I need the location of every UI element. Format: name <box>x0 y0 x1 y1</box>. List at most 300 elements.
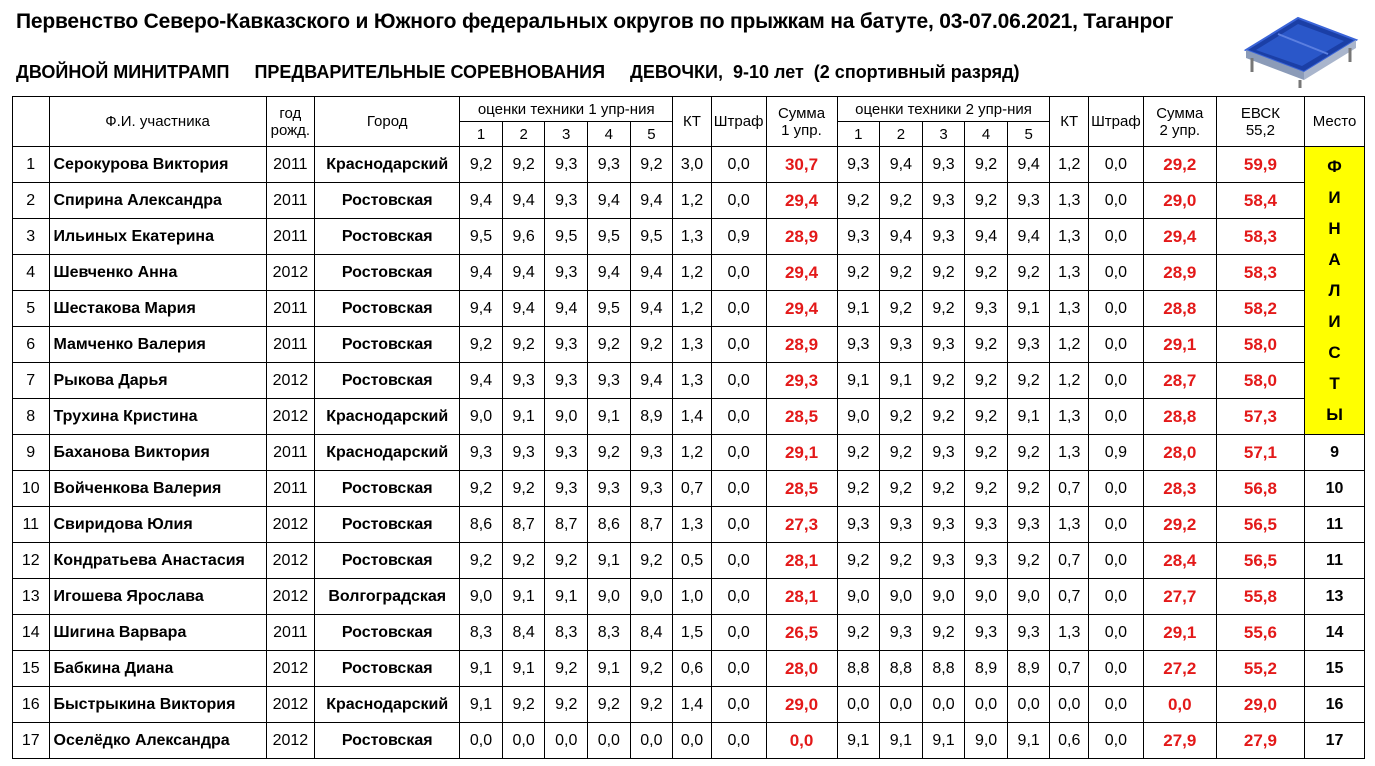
kt2-score: 0,0 <box>1050 687 1089 723</box>
tech2-score: 9,3 <box>880 327 923 363</box>
penalty1: 0,0 <box>711 543 766 579</box>
sum2: 29,2 <box>1143 507 1216 543</box>
tech2-score: 9,2 <box>1007 255 1050 291</box>
finalists-letter: Н <box>1328 219 1341 238</box>
birth-year: 2012 <box>266 507 315 543</box>
tech1-score: 9,2 <box>460 327 503 363</box>
finalists-letter: С <box>1328 343 1341 362</box>
city: Ростовская <box>315 219 460 255</box>
tech1-score: 9,4 <box>630 291 673 327</box>
tech2-score: 9,3 <box>837 147 880 183</box>
tech1-score: 9,4 <box>630 363 673 399</box>
penalty2: 0,0 <box>1089 471 1144 507</box>
city: Ростовская <box>315 291 460 327</box>
penalty2: 0,0 <box>1089 219 1144 255</box>
city: Краснодарский <box>315 687 460 723</box>
tech2-score: 9,2 <box>837 471 880 507</box>
tech1-score: 9,0 <box>545 399 588 435</box>
tech1-score: 8,6 <box>588 507 631 543</box>
kt1-score: 0,0 <box>673 723 712 759</box>
sum2: 29,4 <box>1143 219 1216 255</box>
birth-year: 2012 <box>266 579 315 615</box>
penalty1: 0,0 <box>711 651 766 687</box>
tech1-score: 9,4 <box>502 183 545 219</box>
tech1-score: 9,5 <box>630 219 673 255</box>
penalty1: 0,0 <box>711 255 766 291</box>
sum2: 27,7 <box>1143 579 1216 615</box>
place: 10 <box>1305 471 1365 507</box>
page-title: Первенство Северо-Кавказского и Южного федеральных округов по прыжкам на батуте, 03-07.06.2021, Таганрог <box>16 10 1174 33</box>
tech2-score: 9,2 <box>880 435 923 471</box>
tech1-score: 9,2 <box>502 471 545 507</box>
total-score: 58,3 <box>1216 219 1304 255</box>
penalty2: 0,0 <box>1089 327 1144 363</box>
place: 9 <box>1305 435 1365 471</box>
total-score: 58,2 <box>1216 291 1304 327</box>
tech2-score: 9,2 <box>922 255 965 291</box>
city: Волгоградская <box>315 579 460 615</box>
penalty2: 0,9 <box>1089 435 1144 471</box>
kt2-score: 1,3 <box>1050 615 1089 651</box>
birth-year: 2012 <box>266 651 315 687</box>
table-row <box>13 687 1365 723</box>
athlete-name: Рыкова Дарья <box>49 363 266 399</box>
birth-year: 2012 <box>266 255 315 291</box>
judge-header: 4 <box>588 122 631 147</box>
tech1-score: 9,3 <box>545 147 588 183</box>
sum1: 29,4 <box>766 291 837 327</box>
finalists-letter: А <box>1328 250 1341 269</box>
tech1-score: 9,1 <box>588 651 631 687</box>
tech2-score: 9,1 <box>1007 291 1050 327</box>
tech1-score: 9,2 <box>630 651 673 687</box>
tech1-score: 9,2 <box>630 147 673 183</box>
tech2-score: 9,1 <box>880 723 923 759</box>
row-number: 17 <box>13 723 50 759</box>
kt1-score: 1,2 <box>673 255 712 291</box>
total-score: 57,1 <box>1216 435 1304 471</box>
sum1: 0,0 <box>766 723 837 759</box>
finalists-letter: Л <box>1328 281 1341 300</box>
total-score: 56,5 <box>1216 543 1304 579</box>
birth-year: 2011 <box>266 327 315 363</box>
tech2-score: 9,2 <box>1007 471 1050 507</box>
tech2-score: 9,2 <box>880 543 923 579</box>
tech2-score: 9,2 <box>837 435 880 471</box>
finalists-letter: Ы <box>1326 405 1343 424</box>
tech1-score: 9,3 <box>545 183 588 219</box>
kt1-score: 1,3 <box>673 363 712 399</box>
tech1-score: 9,4 <box>460 363 503 399</box>
row-number: 11 <box>13 507 50 543</box>
tech2-score: 0,0 <box>965 687 1008 723</box>
tech2-score: 9,2 <box>837 183 880 219</box>
table-row <box>13 399 1365 435</box>
tech2-score: 9,4 <box>1007 219 1050 255</box>
penalty1: 0,0 <box>711 687 766 723</box>
table-row <box>13 327 1365 363</box>
tech2-score: 9,4 <box>1007 147 1050 183</box>
tech2-score: 8,9 <box>965 651 1008 687</box>
tech1-score: 9,3 <box>588 471 631 507</box>
table-row <box>13 507 1365 543</box>
table-row <box>13 147 1365 183</box>
sum1: 28,9 <box>766 327 837 363</box>
sum1: 29,4 <box>766 255 837 291</box>
penalty2: 0,0 <box>1089 615 1144 651</box>
tech1-score: 0,0 <box>630 723 673 759</box>
sum2: 0,0 <box>1143 687 1216 723</box>
col-kt1: КТ <box>673 97 712 147</box>
table-row <box>13 255 1365 291</box>
tech1-score: 9,3 <box>545 255 588 291</box>
tech2-score: 9,0 <box>837 579 880 615</box>
tech1-score: 0,0 <box>545 723 588 759</box>
birth-year: 2011 <box>266 183 315 219</box>
athlete-name: Баханова Виктория <box>49 435 266 471</box>
tech1-score: 9,3 <box>630 435 673 471</box>
tech1-score: 8,7 <box>502 507 545 543</box>
tech1-score: 9,2 <box>545 543 588 579</box>
col-tech1: оценки техники 1 упр-ния <box>460 97 673 122</box>
place: 14 <box>1305 615 1365 651</box>
city: Ростовская <box>315 543 460 579</box>
tech2-score: 9,3 <box>922 183 965 219</box>
tech2-score: 9,2 <box>922 363 965 399</box>
kt1-score: 0,5 <box>673 543 712 579</box>
row-number: 14 <box>13 615 50 651</box>
tech1-score: 9,1 <box>460 687 503 723</box>
tech2-score: 9,3 <box>965 291 1008 327</box>
birth-year: 2012 <box>266 363 315 399</box>
penalty1: 0,0 <box>711 327 766 363</box>
results-table <box>12 96 1365 759</box>
kt2-score: 0,7 <box>1050 651 1089 687</box>
penalty1: 0,0 <box>711 147 766 183</box>
tech2-score: 9,4 <box>880 219 923 255</box>
athlete-name: Шевченко Анна <box>49 255 266 291</box>
judge-header: 4 <box>965 122 1008 147</box>
col-sum2: Сумма 2 упр. <box>1143 97 1216 147</box>
penalty1: 0,9 <box>711 219 766 255</box>
penalty1: 0,0 <box>711 399 766 435</box>
birth-year: 2012 <box>266 687 315 723</box>
row-number: 4 <box>13 255 50 291</box>
tech1-score: 9,3 <box>545 363 588 399</box>
col-name: Ф.И. участника <box>49 97 266 147</box>
athlete-name: Ильиных Екатерина <box>49 219 266 255</box>
tech1-score: 9,3 <box>545 471 588 507</box>
tech1-score: 9,2 <box>630 327 673 363</box>
penalty1: 0,0 <box>711 723 766 759</box>
tech1-score: 9,5 <box>460 219 503 255</box>
row-number: 16 <box>13 687 50 723</box>
row-number: 10 <box>13 471 50 507</box>
tech1-score: 9,4 <box>630 183 673 219</box>
tech1-score: 9,1 <box>502 579 545 615</box>
tech2-score: 9,1 <box>880 363 923 399</box>
tech2-score: 9,3 <box>965 615 1008 651</box>
finalists-letter: Т <box>1329 374 1340 393</box>
penalty2: 0,0 <box>1089 255 1144 291</box>
city: Ростовская <box>315 471 460 507</box>
tech1-score: 9,4 <box>460 183 503 219</box>
tech1-score: 8,4 <box>630 615 673 651</box>
tech2-score: 9,3 <box>1007 507 1050 543</box>
penalty2: 0,0 <box>1089 399 1144 435</box>
tech1-score: 8,6 <box>460 507 503 543</box>
penalty2: 0,0 <box>1089 363 1144 399</box>
tech2-score: 8,8 <box>880 651 923 687</box>
tech2-score: 0,0 <box>922 687 965 723</box>
athlete-name: Мамченко Валерия <box>49 327 266 363</box>
tech2-score: 9,4 <box>880 147 923 183</box>
tech1-score: 9,0 <box>460 579 503 615</box>
tech1-score: 0,0 <box>588 723 631 759</box>
table-row <box>13 363 1365 399</box>
tech1-score: 9,3 <box>630 471 673 507</box>
tech2-score: 0,0 <box>1007 687 1050 723</box>
penalty2: 0,0 <box>1089 147 1144 183</box>
kt1-score: 3,0 <box>673 147 712 183</box>
tech2-score: 9,0 <box>922 579 965 615</box>
tech2-score: 9,3 <box>922 219 965 255</box>
kt1-score: 0,6 <box>673 651 712 687</box>
tech2-score: 9,2 <box>837 543 880 579</box>
tech2-score: 9,3 <box>922 435 965 471</box>
athlete-name: Игошева Ярослава <box>49 579 266 615</box>
sum1: 28,1 <box>766 543 837 579</box>
tech1-score: 9,5 <box>545 219 588 255</box>
tech2-score: 8,8 <box>922 651 965 687</box>
tech2-score: 9,2 <box>922 471 965 507</box>
tech1-score: 9,2 <box>545 687 588 723</box>
sum2: 28,3 <box>1143 471 1216 507</box>
place: 11 <box>1305 543 1365 579</box>
tech1-score: 9,2 <box>588 687 631 723</box>
tech1-score: 9,2 <box>502 687 545 723</box>
tech1-score: 9,3 <box>545 435 588 471</box>
tech2-score: 9,2 <box>922 399 965 435</box>
tech1-score: 9,5 <box>588 219 631 255</box>
kt1-score: 1,0 <box>673 579 712 615</box>
tech2-score: 9,2 <box>965 183 1008 219</box>
tech1-score: 8,9 <box>630 399 673 435</box>
col-penalty2: Штраф <box>1089 97 1144 147</box>
tech1-score: 9,2 <box>630 543 673 579</box>
penalty2: 0,0 <box>1089 543 1144 579</box>
tech1-score: 8,3 <box>588 615 631 651</box>
total-score: 58,4 <box>1216 183 1304 219</box>
city: Ростовская <box>315 723 460 759</box>
athlete-name: Быстрыкина Виктория <box>49 687 266 723</box>
kt1-score: 1,3 <box>673 507 712 543</box>
tech2-score: 9,0 <box>965 579 1008 615</box>
judge-header: 5 <box>630 122 673 147</box>
kt1-score: 1,4 <box>673 687 712 723</box>
tech2-score: 9,2 <box>965 471 1008 507</box>
tech1-score: 8,7 <box>630 507 673 543</box>
table-row <box>13 435 1365 471</box>
tech1-score: 9,6 <box>502 219 545 255</box>
athlete-name: Шестакова Мария <box>49 291 266 327</box>
total-score: 55,2 <box>1216 651 1304 687</box>
penalty2: 0,0 <box>1089 183 1144 219</box>
tech2-score: 9,3 <box>1007 183 1050 219</box>
tech1-score: 0,0 <box>460 723 503 759</box>
table-row <box>13 291 1365 327</box>
col-kt2: КТ <box>1050 97 1089 147</box>
kt2-score: 1,3 <box>1050 219 1089 255</box>
total-score: 27,9 <box>1216 723 1304 759</box>
col-evsk: ЕВСК 55,2 <box>1216 97 1304 147</box>
tech2-score: 9,2 <box>1007 543 1050 579</box>
birth-year: 2012 <box>266 723 315 759</box>
kt1-score: 1,4 <box>673 399 712 435</box>
tech2-score: 9,3 <box>965 543 1008 579</box>
tech2-score: 9,1 <box>1007 399 1050 435</box>
total-score: 56,8 <box>1216 471 1304 507</box>
tech1-score: 9,2 <box>502 147 545 183</box>
tech1-score: 9,2 <box>460 147 503 183</box>
birth-year: 2011 <box>266 147 315 183</box>
city: Краснодарский <box>315 435 460 471</box>
col-number <box>13 97 50 147</box>
tech1-score: 9,4 <box>545 291 588 327</box>
table-row <box>13 615 1365 651</box>
city: Ростовская <box>315 183 460 219</box>
tech2-score: 9,3 <box>880 615 923 651</box>
kt1-score: 1,2 <box>673 435 712 471</box>
sum2: 28,4 <box>1143 543 1216 579</box>
judge-header: 1 <box>460 122 503 147</box>
birth-year: 2011 <box>266 291 315 327</box>
kt1-score: 1,3 <box>673 219 712 255</box>
sum2: 28,8 <box>1143 399 1216 435</box>
tech2-score: 8,9 <box>1007 651 1050 687</box>
tech2-score: 9,2 <box>965 147 1008 183</box>
finalists-letter: Ф <box>1327 157 1342 176</box>
sum2: 29,1 <box>1143 327 1216 363</box>
kt2-score: 1,2 <box>1050 147 1089 183</box>
tech1-score: 9,2 <box>630 687 673 723</box>
sum2: 27,2 <box>1143 651 1216 687</box>
tech2-score: 9,3 <box>837 219 880 255</box>
col-place: Место <box>1305 97 1365 147</box>
tech2-score: 9,4 <box>965 219 1008 255</box>
total-score: 55,6 <box>1216 615 1304 651</box>
birth-year: 2012 <box>266 399 315 435</box>
tech1-score: 9,3 <box>502 435 545 471</box>
sum1: 27,3 <box>766 507 837 543</box>
col-tech2: оценки техники 2 упр-ния <box>837 97 1050 122</box>
tech2-score: 9,3 <box>880 507 923 543</box>
place: 16 <box>1305 687 1365 723</box>
sum1: 30,7 <box>766 147 837 183</box>
tech2-score: 9,3 <box>837 327 880 363</box>
total-score: 29,0 <box>1216 687 1304 723</box>
sum1: 29,0 <box>766 687 837 723</box>
athlete-name: Войченкова Валерия <box>49 471 266 507</box>
kt2-score: 1,3 <box>1050 183 1089 219</box>
kt2-score: 1,3 <box>1050 435 1089 471</box>
row-number: 8 <box>13 399 50 435</box>
tech1-score: 9,1 <box>502 651 545 687</box>
penalty2: 0,0 <box>1089 507 1144 543</box>
tech1-score: 9,2 <box>502 543 545 579</box>
birth-year: 2011 <box>266 471 315 507</box>
tech2-score: 0,0 <box>880 687 923 723</box>
penalty2: 0,0 <box>1089 651 1144 687</box>
tech1-score: 8,7 <box>545 507 588 543</box>
athlete-name: Свиридова Юлия <box>49 507 266 543</box>
birth-year: 2012 <box>266 543 315 579</box>
kt1-score: 1,2 <box>673 291 712 327</box>
tech1-score: 9,3 <box>502 363 545 399</box>
row-number: 15 <box>13 651 50 687</box>
tech1-score: 9,0 <box>460 399 503 435</box>
tech1-score: 8,3 <box>460 615 503 651</box>
judge-header: 2 <box>502 122 545 147</box>
tech2-score: 9,3 <box>922 147 965 183</box>
judge-header: 1 <box>837 122 880 147</box>
tech1-score: 9,1 <box>588 543 631 579</box>
sum1: 28,0 <box>766 651 837 687</box>
tech1-score: 9,4 <box>502 255 545 291</box>
row-number: 1 <box>13 147 50 183</box>
kt2-score: 0,7 <box>1050 543 1089 579</box>
sum1: 29,3 <box>766 363 837 399</box>
tech1-score: 9,2 <box>460 543 503 579</box>
tech2-score: 9,1 <box>1007 723 1050 759</box>
city: Ростовская <box>315 615 460 651</box>
penalty2: 0,0 <box>1089 579 1144 615</box>
birth-year: 2011 <box>266 615 315 651</box>
total-score: 56,5 <box>1216 507 1304 543</box>
tech2-score: 9,2 <box>880 399 923 435</box>
finalists-letter: И <box>1328 188 1341 207</box>
tech2-score: 9,3 <box>965 507 1008 543</box>
tech2-score: 9,2 <box>1007 435 1050 471</box>
athlete-name: Оселёдко Александра <box>49 723 266 759</box>
total-score: 58,0 <box>1216 363 1304 399</box>
athlete-name: Трухина Кристина <box>49 399 266 435</box>
athlete-name: Шигина Варвара <box>49 615 266 651</box>
tech1-score: 9,4 <box>588 255 631 291</box>
tech1-score: 9,2 <box>502 327 545 363</box>
sum1: 28,5 <box>766 399 837 435</box>
tech1-score: 9,2 <box>588 435 631 471</box>
tech2-score: 9,1 <box>837 723 880 759</box>
sum1: 29,4 <box>766 183 837 219</box>
table-row <box>13 183 1365 219</box>
table-row <box>13 471 1365 507</box>
tech1-score: 9,3 <box>545 327 588 363</box>
col-sum1: Сумма 1 упр. <box>766 97 837 147</box>
table-row <box>13 543 1365 579</box>
tech2-score: 9,0 <box>837 399 880 435</box>
tech1-score: 9,3 <box>588 363 631 399</box>
sum2: 28,9 <box>1143 255 1216 291</box>
tech2-score: 9,2 <box>922 615 965 651</box>
tech1-score: 9,1 <box>502 399 545 435</box>
tech1-score: 9,2 <box>545 651 588 687</box>
tech1-score: 9,2 <box>460 471 503 507</box>
total-score: 59,9 <box>1216 147 1304 183</box>
sum2: 28,8 <box>1143 291 1216 327</box>
tech2-score: 9,1 <box>837 363 880 399</box>
total-score: 58,0 <box>1216 327 1304 363</box>
